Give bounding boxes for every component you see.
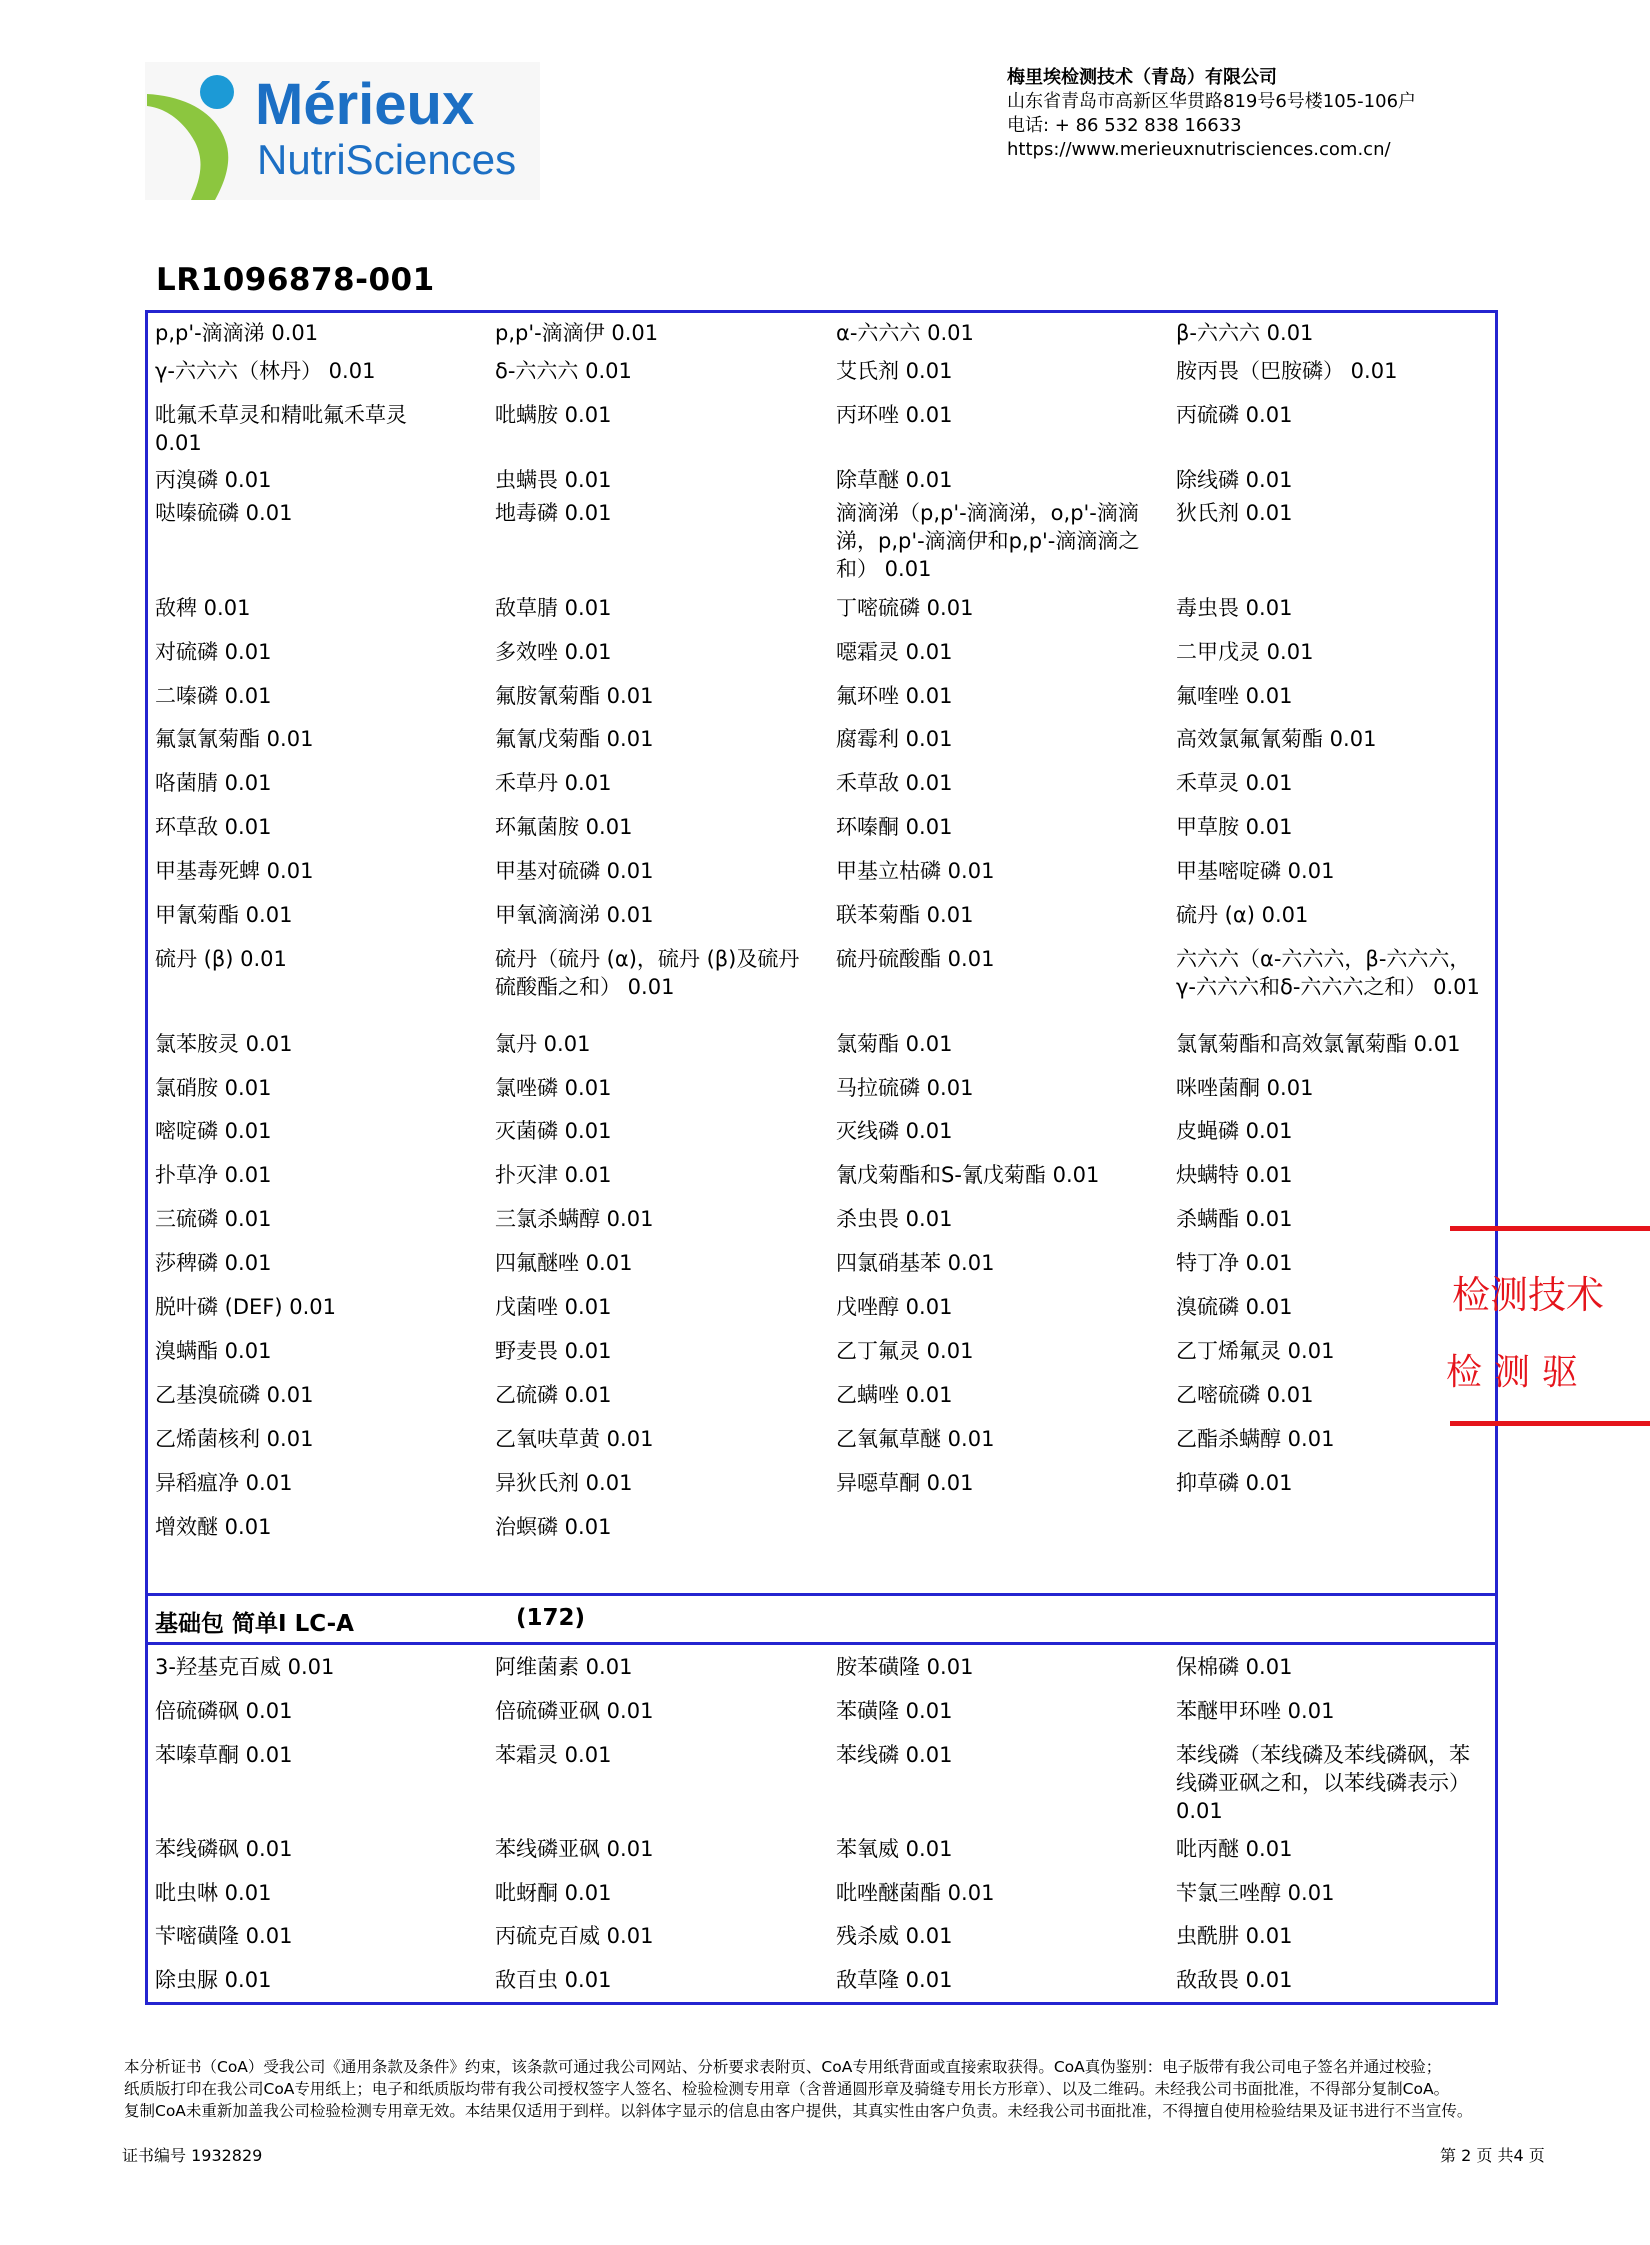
table-cell: 胺丙畏（巴胺磷） 0.01	[1176, 359, 1398, 383]
table-cell: 甲氧滴滴涕 0.01	[495, 903, 654, 927]
table-cell: 狄氏剂 0.01	[1176, 501, 1293, 525]
table-cell: 敌稗 0.01	[155, 596, 251, 620]
table-cell: β-六六六 0.01	[1176, 321, 1314, 345]
table-cell: 敌敌畏 0.01	[1176, 1968, 1293, 1992]
table-cell: 噁霜灵 0.01	[836, 640, 953, 664]
table-cell: 吡螨胺 0.01	[495, 403, 612, 427]
logo-mark-icon	[145, 62, 540, 200]
table-cell: 吡虫啉 0.01	[155, 1881, 272, 1905]
table-cell: 嘧啶磷 0.01	[155, 1119, 272, 1143]
table-cell: 氰戊菊酯和S-氰戊菊酯 0.01	[836, 1163, 1100, 1187]
table-cell: 敌草腈 0.01	[495, 596, 612, 620]
page-number: 第 2 页 共4 页	[1440, 2146, 1545, 2165]
table-cell: 增效醚 0.01	[155, 1515, 272, 1539]
table-cell: 吡唑醚菌酯 0.01	[836, 1881, 995, 1905]
table-cell: 残杀威 0.01	[836, 1924, 953, 1948]
company-info	[1007, 66, 1416, 162]
table-cell: 除虫脲 0.01	[155, 1968, 272, 1992]
table-cell: 甲氰菊酯 0.01	[155, 903, 293, 927]
official-seal-stamp	[1446, 1226, 1605, 1426]
table-cell: 二嗪磷 0.01	[155, 684, 272, 708]
table-cell: 灭菌磷 0.01	[495, 1119, 612, 1143]
table-cell: 咯菌腈 0.01	[155, 771, 272, 795]
certificate-number: 证书编号 1932829	[122, 2146, 263, 2165]
table-cell: 苯氧威 0.01	[836, 1837, 953, 1861]
table-cell: γ-六六六（林丹） 0.01	[155, 359, 376, 383]
table-cell: 溴硫磷 0.01	[1176, 1295, 1293, 1319]
table-cell: 苯磺隆 0.01	[836, 1699, 953, 1723]
section-title: 基础包 简单Ⅰ LC-A	[155, 1611, 354, 1637]
table-cell: 腐霉利 0.01	[836, 727, 953, 751]
table-cell: 多效唑 0.01	[495, 640, 612, 664]
table-cell: 氟氯氰菊酯 0.01	[155, 727, 314, 751]
table-cell: 皮蝇磷 0.01	[1176, 1119, 1293, 1143]
table-cell: 氯唑磷 0.01	[495, 1076, 612, 1100]
table-cell: 除草醚 0.01	[836, 468, 953, 492]
table-cell: 甲基嘧啶磷 0.01	[1176, 859, 1335, 883]
table-cell: 甲草胺 0.01	[1176, 815, 1293, 839]
table-cell: 除线磷 0.01	[1176, 468, 1293, 492]
table-cell: 扑草净 0.01	[155, 1163, 272, 1187]
table-cell: 三硫磷 0.01	[155, 1207, 272, 1231]
table-cell: 异狄氏剂 0.01	[495, 1471, 633, 1495]
company-phone: 电话: + 86 532 838 16633	[1007, 115, 1242, 136]
table-cell: 禾草丹 0.01	[495, 771, 612, 795]
table-cell: p,p'-滴滴涕 0.01	[155, 321, 319, 345]
stamp-text-2: 检测驱	[1446, 1352, 1591, 1393]
table-cell: 乙嘧硫磷 0.01	[1176, 1383, 1314, 1407]
table-cell: 野麦畏 0.01	[495, 1339, 612, 1363]
table-cell: 联苯菊酯 0.01	[836, 903, 974, 927]
table-cell: 异噁草酮 0.01	[836, 1471, 974, 1495]
table-cell: 四氯硝基苯 0.01	[836, 1251, 995, 1275]
table-cell: 敌草隆 0.01	[836, 1968, 953, 1992]
table-cell: 乙氧呋草黄 0.01	[495, 1427, 654, 1451]
table-cell: 虫螨畏 0.01	[495, 468, 612, 492]
table-cell: 硫丹 (β) 0.01	[155, 947, 287, 971]
table-cell: 吡氟禾草灵和精吡氟禾草灵 0.01	[155, 403, 407, 455]
table-cell: 环氟菌胺 0.01	[495, 815, 633, 839]
table-cell: 乙酯杀螨醇 0.01	[1176, 1427, 1335, 1451]
table-cell: 乙硫磷 0.01	[495, 1383, 612, 1407]
table-cell: 苯线磷（苯线磷及苯线磷砜，苯线磷亚砜之和，以苯线磷表示） 0.01	[1176, 1743, 1470, 1823]
table-cell: 硫丹 (α) 0.01	[1176, 903, 1309, 927]
table-cell: 倍硫磷砜 0.01	[155, 1699, 293, 1723]
table-cell: 胺苯磺隆 0.01	[836, 1655, 974, 1679]
table-cell: 氟环唑 0.01	[836, 684, 953, 708]
table-cell: 炔螨特 0.01	[1176, 1163, 1293, 1187]
company-address: 山东省青岛市高新区华贯路819号6号楼105-106户	[1007, 91, 1417, 112]
table-cell: 乙氧氟草醚 0.01	[836, 1427, 995, 1451]
table-cell: 三氯杀螨醇 0.01	[495, 1207, 654, 1231]
table-cell: 苯线磷亚砜 0.01	[495, 1837, 654, 1861]
merieux-logo	[145, 62, 540, 200]
section-header	[148, 1593, 1495, 1645]
table-cell: 吡蚜酮 0.01	[495, 1881, 612, 1905]
table-cell: p,p'-滴滴伊 0.01	[495, 321, 659, 345]
table-cell: 3-羟基克百威 0.01	[155, 1655, 335, 1679]
table-cell: 苯霜灵 0.01	[495, 1743, 612, 1767]
table-cell: 倍硫磷亚砜 0.01	[495, 1699, 654, 1723]
table-cell: 丁嘧硫磷 0.01	[836, 596, 974, 620]
stamp-text-1: 检测技术	[1452, 1273, 1605, 1317]
table-cell: 甲基立枯磷 0.01	[836, 859, 995, 883]
table-cell: 戊菌唑 0.01	[495, 1295, 612, 1319]
table-cell: 四氟醚唑 0.01	[495, 1251, 633, 1275]
table-cell: 苯醚甲环唑 0.01	[1176, 1699, 1335, 1723]
table-cell: 禾草敌 0.01	[836, 771, 953, 795]
table-cell: 苄嘧磺隆 0.01	[155, 1924, 293, 1948]
table-cell: 莎稗磷 0.01	[155, 1251, 272, 1275]
table-cell: 苯线磷 0.01	[836, 1743, 953, 1767]
disclaimer	[124, 2056, 1514, 2122]
table-cell: 氯菊酯 0.01	[836, 1032, 953, 1056]
table-cell: 抑草磷 0.01	[1176, 1471, 1293, 1495]
table-cell: 虫酰肼 0.01	[1176, 1924, 1293, 1948]
table-cell: 丙硫克百威 0.01	[495, 1924, 654, 1948]
company-website: https://www.merieuxnutrisciences.com.cn/	[1007, 139, 1391, 160]
table-cell: 氟氰戊菊酯 0.01	[495, 727, 654, 751]
table-cell: 丙环唑 0.01	[836, 403, 953, 427]
table-cell: 二甲戊灵 0.01	[1176, 640, 1314, 664]
table-cell: 马拉硫磷 0.01	[836, 1076, 974, 1100]
table-cell: 六六六（α-六六六，β-六六六，γ-六六六和δ-六六六之和） 0.01	[1176, 947, 1480, 999]
table-cell: 特丁净 0.01	[1176, 1251, 1293, 1275]
table-cell: 灭线磷 0.01	[836, 1119, 953, 1143]
table-cell: 乙螨唑 0.01	[836, 1383, 953, 1407]
logo-text-merieux: Mérieux	[255, 72, 475, 137]
results-table	[145, 310, 1498, 2005]
table-cell: 甲基对硫磷 0.01	[495, 859, 654, 883]
disclaimer-line-1: 本分析证书（CoA）受我公司《通用条款及条件》约束，该条款可通过我公司网站、分析要求表附页、CoA专用纸背面或直接索取获得。CoA真伪鉴别：电子版带有我公司电子签名并通过校验；	[124, 2058, 1442, 2076]
table-cell: 乙丁烯氟灵 0.01	[1176, 1339, 1335, 1363]
table-cell: 扑灭津 0.01	[495, 1163, 612, 1187]
table-cell: 艾氏剂 0.01	[836, 359, 953, 383]
table-cell: 咪唑菌酮 0.01	[1176, 1076, 1314, 1100]
disclaimer-line-2: 纸质版打印在我公司CoA专用纸上；电子和纸质版均带有我公司授权签字人签名、检验检测专用章（含普通圆形章及骑缝专用长方形章）、以及二维码。未经我公司书面批准，不得部分复制CoA。	[124, 2080, 1450, 2098]
company-name: 梅里埃检测技术（青岛）有限公司	[1007, 67, 1277, 88]
table-cell: 氯丹 0.01	[495, 1032, 591, 1056]
table-cell: 甲基毒死蜱 0.01	[155, 859, 314, 883]
table-cell: 异稻瘟净 0.01	[155, 1471, 293, 1495]
table-cell: 环嗪酮 0.01	[836, 815, 953, 839]
table-cell: 治螟磷 0.01	[495, 1515, 612, 1539]
table-cell: 戊唑醇 0.01	[836, 1295, 953, 1319]
table-cell: 环草敌 0.01	[155, 815, 272, 839]
disclaimer-line-3: 复制CoA未重新加盖我公司检验检测专用章无效。本结果仅适用于到样。以斜体字显示的信息由客户提供，其真实性由客户负责。未经我公司书面批准，不得擅自使用检验结果及证书进行不当宣传。	[124, 2102, 1473, 2120]
table-cell: 硫丹硫酸酯 0.01	[836, 947, 995, 971]
table-cell: 敌百虫 0.01	[495, 1968, 612, 1992]
table-cell: 苄氯三唑醇 0.01	[1176, 1881, 1335, 1905]
table-cell: 滴滴涕（p,p'-滴滴涕，o,p'-滴滴涕，p,p'-滴滴伊和p,p'-滴滴滴之和） 0.01	[836, 501, 1140, 581]
table-cell: 杀虫畏 0.01	[836, 1207, 953, 1231]
table-cell: 乙烯菌核利 0.01	[155, 1427, 314, 1451]
table-cell: 乙基溴硫磷 0.01	[155, 1383, 314, 1407]
table-cell: 氟胺氰菊酯 0.01	[495, 684, 654, 708]
table-cell: 对硫磷 0.01	[155, 640, 272, 664]
table-cell: 地毒磷 0.01	[495, 501, 612, 525]
table-cell: 苯线磷砜 0.01	[155, 1837, 293, 1861]
report-id: LR1096878-001	[156, 262, 435, 298]
logo-text-nutrisciences: NutriSciences	[257, 136, 517, 183]
table-cell: 硫丹（硫丹 (α)，硫丹 (β)及硫丹硫酸酯之和） 0.01	[495, 947, 800, 999]
table-cell: 丙硫磷 0.01	[1176, 403, 1293, 427]
table-cell: 吡丙醚 0.01	[1176, 1837, 1293, 1861]
table-cell: 毒虫畏 0.01	[1176, 596, 1293, 620]
table-cell: 阿维菌素 0.01	[495, 1655, 633, 1679]
table-cell: 哒嗪硫磷 0.01	[155, 501, 293, 525]
table-cell: 禾草灵 0.01	[1176, 771, 1293, 795]
table-cell: 乙丁氟灵 0.01	[836, 1339, 974, 1363]
table-cell: 氯硝胺 0.01	[155, 1076, 272, 1100]
table-cell: 溴螨酯 0.01	[155, 1339, 272, 1363]
table-cell: δ-六六六 0.01	[495, 359, 632, 383]
table-cell: 氯氰菊酯和高效氯氰菊酯 0.01	[1176, 1032, 1461, 1056]
table-cell: 杀螨酯 0.01	[1176, 1207, 1293, 1231]
table-cell: 丙溴磷 0.01	[155, 468, 272, 492]
table-cell: 氟喹唑 0.01	[1176, 684, 1293, 708]
table-cell: 苯嗪草酮 0.01	[155, 1743, 293, 1767]
table-cell: 保棉磷 0.01	[1176, 1655, 1293, 1679]
section-count: (172)	[516, 1605, 586, 1631]
table-cell: α-六六六 0.01	[836, 321, 974, 345]
table-cell: 高效氯氟氰菊酯 0.01	[1176, 727, 1377, 751]
table-cell: 氯苯胺灵 0.01	[155, 1032, 293, 1056]
table-cell: 脱叶磷 (DEF) 0.01	[155, 1295, 337, 1319]
